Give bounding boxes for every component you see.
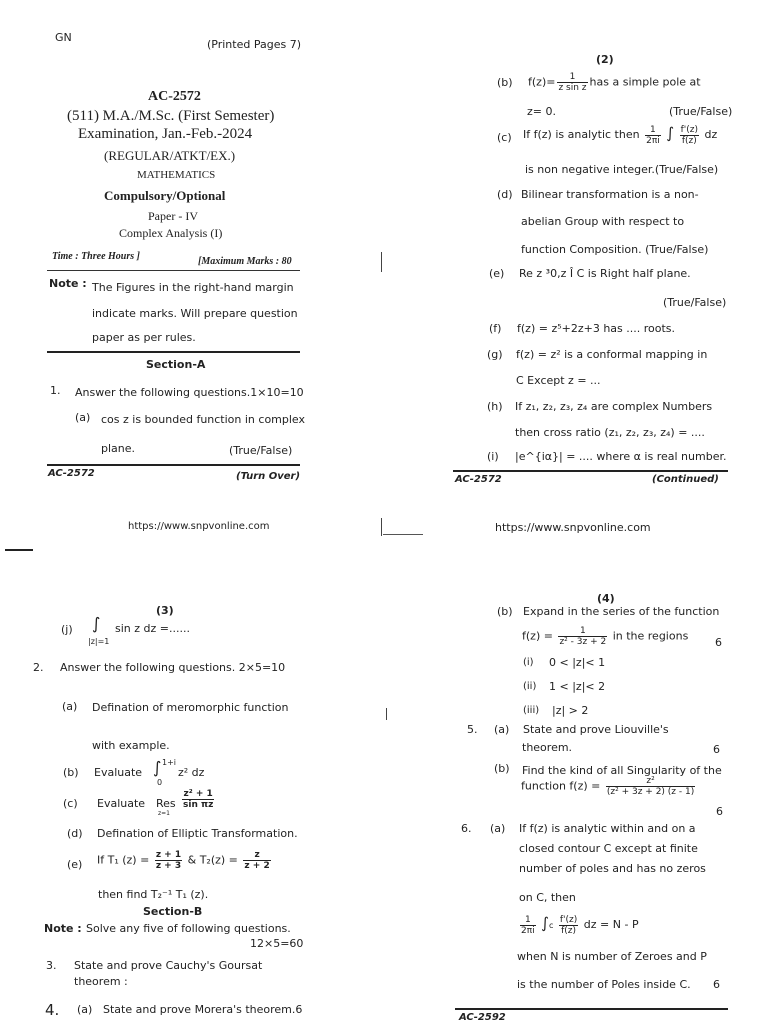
note-line-2: indicate marks. Will prepare question bbox=[92, 307, 298, 320]
part-label: (b) bbox=[63, 766, 79, 779]
website-url: https://www.snpvonline.com bbox=[495, 521, 651, 534]
part-text: then find T₂⁻¹ T₁ (z). bbox=[98, 888, 209, 901]
footer-right: (Continued) bbox=[652, 474, 719, 485]
formula: $\frac{1}{2\pi i}$ ∫c $\frac{f'(z)}{f(z)}$ dz = N - P bbox=[521, 914, 639, 936]
paper-code: AC-2572 bbox=[148, 89, 201, 104]
question-number: 5. bbox=[467, 723, 478, 736]
residue-subscript: z=1 bbox=[158, 810, 170, 817]
scan-mark bbox=[5, 549, 33, 551]
part-text: Defination of Elliptic Transformation. bbox=[97, 827, 298, 840]
part-label: (e) bbox=[67, 858, 83, 871]
part-text: on C, then bbox=[519, 891, 576, 904]
part-text: abelian Group with respect to bbox=[521, 215, 685, 228]
note-label: Note : bbox=[49, 277, 87, 290]
maximum-marks: [Maximum Marks : 80 bbox=[198, 256, 292, 267]
integral-sign: ∫ bbox=[153, 758, 162, 777]
footer-right: (Turn Over) bbox=[236, 471, 301, 482]
note-line-1: The Figures in the right-hand margin bbox=[92, 281, 294, 294]
part-label: (d) bbox=[67, 827, 83, 840]
binding-mark bbox=[383, 534, 423, 535]
question-text: State and prove Cauchy's Goursat bbox=[74, 959, 263, 972]
formula: If T₁ (z) = $\frac{z + 1}{z + 3}$ & T₂(z) = $\frac{z}{z + 2}$ bbox=[97, 850, 270, 871]
formula: f(z)= $\frac{1}{\text{z sin z}}$ has a simple pole at bbox=[528, 72, 701, 93]
section-heading: Section-B bbox=[143, 905, 203, 918]
website-url: https://www.snpvonline.com bbox=[128, 521, 270, 532]
marks: 6 bbox=[713, 743, 720, 756]
note-label: Note : bbox=[44, 922, 82, 935]
time-allowed: Time : Three Hours ] bbox=[52, 251, 140, 262]
part-label: (a) bbox=[494, 723, 510, 736]
part-text: with example. bbox=[92, 739, 170, 752]
part-text: function Composition. (True/False) bbox=[521, 243, 709, 256]
page-number: (2) bbox=[596, 53, 614, 66]
footer-code: AC-2572 bbox=[48, 468, 95, 479]
part-text: Evaluate bbox=[97, 797, 146, 810]
part-label: (i) bbox=[523, 657, 534, 668]
part-label: (iii) bbox=[523, 705, 540, 716]
category: Compulsory/Optional bbox=[104, 188, 226, 203]
question-number: 1. bbox=[50, 384, 61, 397]
part-label: (h) bbox=[487, 400, 503, 413]
true-false: (True/False) bbox=[663, 296, 727, 309]
part-label: (ii) bbox=[523, 681, 537, 692]
part-label: (b) bbox=[497, 605, 513, 618]
footer-rule bbox=[453, 470, 728, 472]
exam-type: (REGULAR/ATKT/EX.) bbox=[104, 148, 236, 163]
question-number: 3. bbox=[46, 959, 57, 972]
part-label: (d) bbox=[497, 188, 513, 201]
part-text: Expand in the series of the function bbox=[523, 605, 720, 618]
formula: $\frac{\text{z² + 1}}{\text{sin πz}}$ bbox=[183, 789, 214, 810]
note-line-3: paper as per rules. bbox=[92, 331, 196, 344]
part-text: z= 0. bbox=[527, 105, 556, 118]
part-text: f(z) = z² is a conformal mapping in bbox=[516, 348, 708, 361]
page-number: (4) bbox=[597, 592, 615, 605]
footer-rule bbox=[455, 1008, 728, 1010]
paper-number: Paper - IV bbox=[148, 209, 198, 223]
part-text: is the number of Poles inside C. bbox=[517, 978, 691, 991]
question-number: 2. bbox=[33, 661, 44, 674]
residue-operator: Res bbox=[156, 797, 176, 810]
integral-upper-limit: 1+i bbox=[162, 758, 177, 767]
divider bbox=[47, 270, 300, 271]
region-text: 1 < |z|< 2 bbox=[549, 680, 606, 693]
part-label: (i) bbox=[487, 450, 499, 463]
part-label: (j) bbox=[61, 623, 73, 636]
marks: 6 bbox=[716, 805, 723, 818]
part-text: cos z is bounded function in complex bbox=[101, 413, 306, 426]
course-line: (511) M.A./M.Sc. (First Semester) bbox=[67, 108, 275, 124]
part-text: number of poles and has no zeros bbox=[519, 862, 706, 875]
part-text: If z₁, z₂, z₃, z₄ are complex Numbers bbox=[515, 400, 713, 413]
printed-pages: (Printed Pages 7) bbox=[207, 38, 301, 51]
region-text: |z| > 2 bbox=[552, 704, 589, 717]
footer-rule bbox=[47, 464, 300, 466]
formula: If f(z) is analytic then $\frac{1}{2\pi i}$ ∫ $\frac{f'(z)}{f(z)}$ dz bbox=[523, 124, 718, 146]
part-text: Find the kind of all Singularity of the bbox=[522, 764, 722, 777]
part-text: is non negative integer.(True/False) bbox=[525, 163, 719, 176]
question-text: theorem : bbox=[74, 975, 128, 988]
paper-title: Complex Analysis (I) bbox=[119, 226, 223, 240]
part-text: Defination of meromorphic function bbox=[92, 701, 289, 714]
question-number: 6. bbox=[461, 822, 472, 835]
part-text: C Except z = ... bbox=[516, 374, 601, 387]
exam-line: Examination, Jan.-Feb.-2024 bbox=[78, 126, 253, 142]
part-text: z² dz bbox=[178, 766, 205, 779]
question-text: Answer the following questions. 2×5=10 bbox=[60, 661, 286, 674]
marks: 12×5=60 bbox=[250, 937, 304, 950]
part-label: (b) bbox=[497, 76, 513, 89]
part-text: then cross ratio (z₁, z₂, z₃, z₄) = .... bbox=[515, 426, 705, 439]
true-false: (True/False) bbox=[229, 444, 293, 457]
part-label: (c) bbox=[497, 131, 512, 144]
part-text: f(z) = z⁵+2z+3 has .... roots. bbox=[517, 322, 676, 335]
formula: function f(z) = $\frac{\text{z²}}{\text{(z² + 3z + 2) (z - 1)}}$ bbox=[521, 776, 695, 797]
part-label: (c) bbox=[63, 797, 78, 810]
footer-code: AC-2592 bbox=[459, 1012, 506, 1023]
part-label: (a) bbox=[490, 822, 506, 835]
formula: f(z) = $\frac{1}{\text{z² - 3z + 2}}$ in the regions bbox=[522, 626, 689, 647]
part-text: If f(z) is analytic within and on a bbox=[519, 822, 696, 835]
part-label: (e) bbox=[489, 267, 505, 280]
page-number: (3) bbox=[156, 604, 174, 617]
corner-code: GN bbox=[55, 31, 72, 44]
region-text: 0 < |z|< 1 bbox=[549, 656, 606, 669]
part-label: (a) bbox=[77, 1003, 93, 1016]
part-text: State and prove Liouville's bbox=[523, 723, 669, 736]
part-text: |e^{iα}| = .... where α is real number. bbox=[515, 450, 727, 463]
part-label: (g) bbox=[487, 348, 503, 361]
note-text: Solve any five of following questions. bbox=[86, 922, 291, 935]
part-label: (a) bbox=[62, 700, 78, 713]
part-text: closed contour C except at finite bbox=[519, 842, 698, 855]
part-text: Re z ³0,z Î C is Right half plane. bbox=[519, 267, 691, 280]
part-text: Evaluate bbox=[94, 766, 143, 779]
binding-mark bbox=[381, 518, 382, 536]
divider bbox=[47, 351, 300, 353]
part-label: (f) bbox=[489, 322, 502, 335]
marks: 6 bbox=[715, 636, 722, 649]
part-label: (b) bbox=[494, 762, 510, 775]
question-text: Answer the following questions.1×10=10 bbox=[75, 386, 304, 399]
integral-sign: ∫ bbox=[92, 614, 101, 633]
section-heading: Section-A bbox=[146, 358, 206, 371]
integral-lower-limit: 0 bbox=[157, 778, 163, 787]
marks: 6 bbox=[713, 978, 720, 991]
binding-mark bbox=[386, 708, 387, 720]
part-text: theorem. bbox=[522, 741, 573, 754]
true-false: (True/False) bbox=[669, 105, 733, 118]
part-label: (a) bbox=[75, 411, 91, 424]
integral-subscript: |z|=1 bbox=[88, 637, 110, 646]
binding-mark bbox=[381, 252, 382, 272]
footer-code: AC-2572 bbox=[455, 474, 502, 485]
part-text: State and prove Morera's theorem.6 bbox=[103, 1003, 303, 1016]
question-number: 4. bbox=[45, 1001, 60, 1019]
part-text: when N is number of Zeroes and P bbox=[517, 950, 707, 963]
part-text: plane. bbox=[101, 442, 136, 455]
part-text: Bilinear transformation is a non- bbox=[521, 188, 699, 201]
part-text: sin z dz =...... bbox=[115, 622, 190, 635]
subject: MATHEMATICS bbox=[137, 169, 216, 181]
